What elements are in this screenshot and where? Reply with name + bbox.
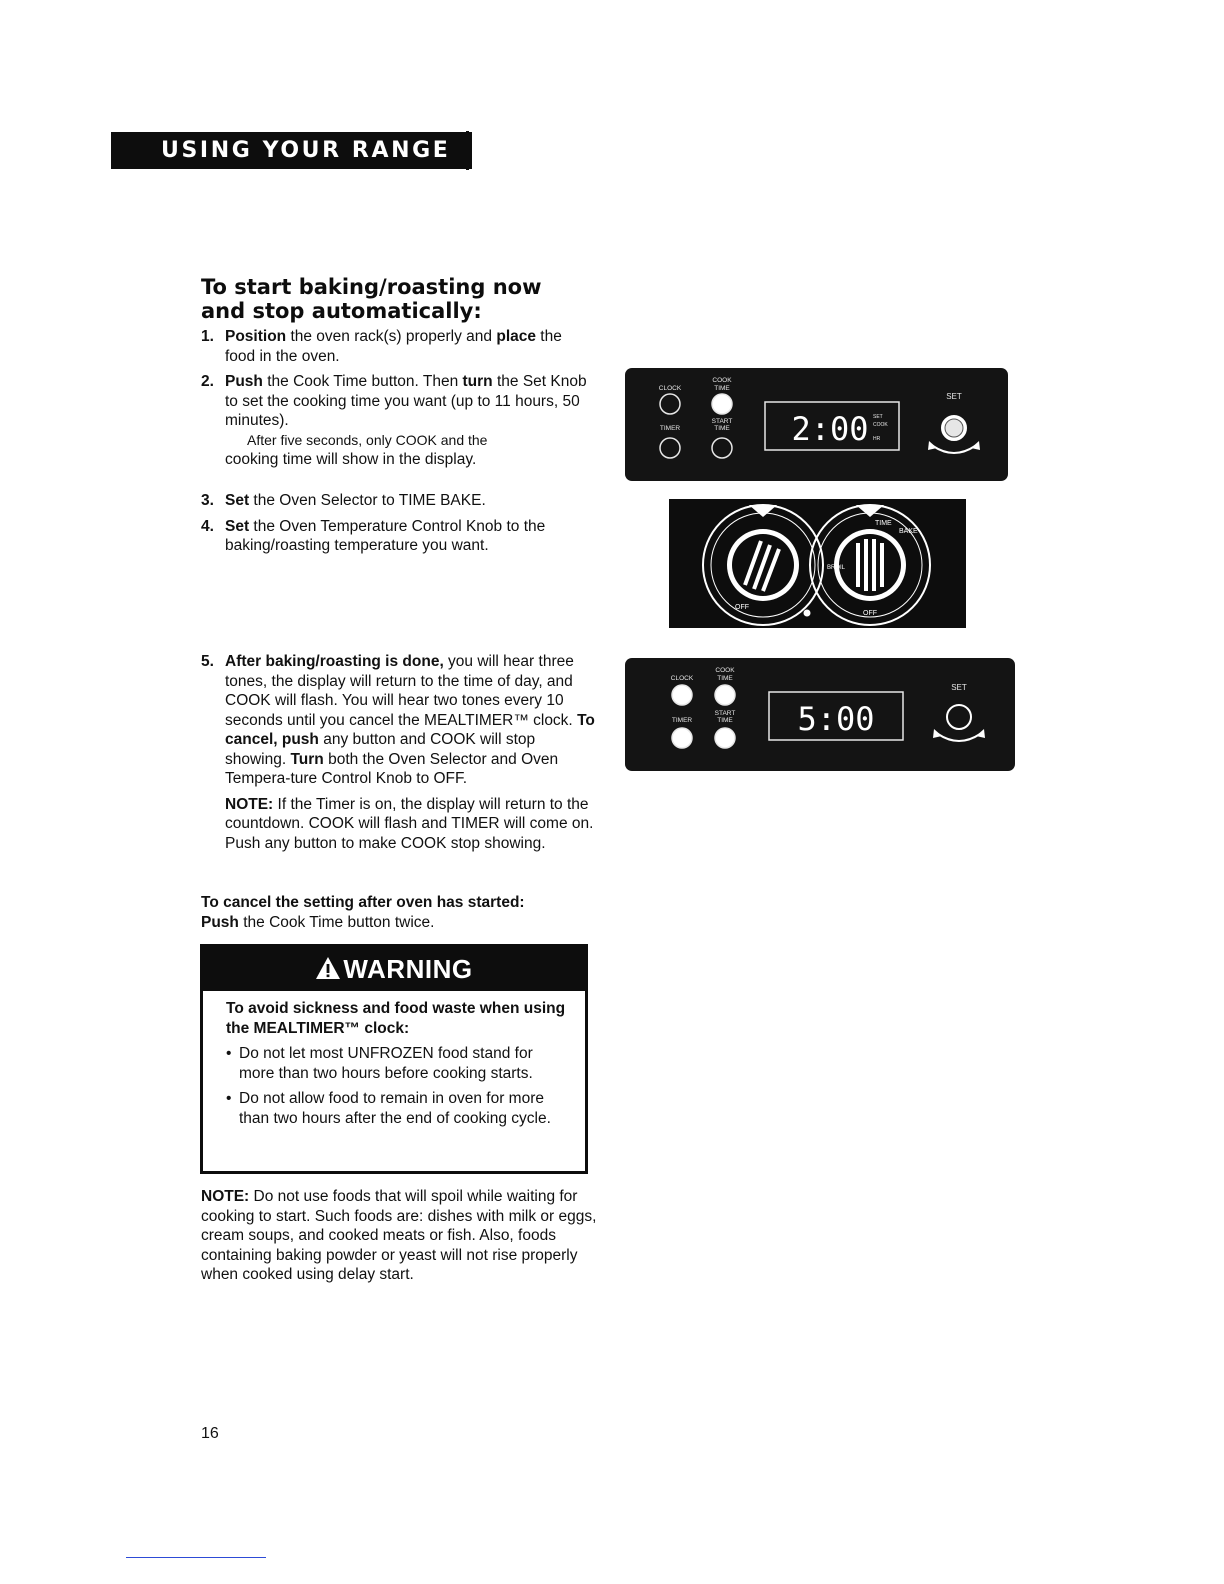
step-verb: Turn bbox=[290, 750, 324, 768]
warning-bullet-text: Do not allow food to remain in oven for more than two hours after the end of cooking cycle. bbox=[239, 1090, 551, 1127]
warning-bullet bbox=[226, 1044, 569, 1083]
clock-label: CLOCK bbox=[658, 385, 682, 392]
step-number: 3. bbox=[201, 492, 214, 509]
warning-box bbox=[200, 944, 588, 1174]
section-title: USING YOUR RANGE bbox=[161, 138, 451, 163]
footer-rule bbox=[126, 1557, 266, 1558]
set-knob[interactable] bbox=[947, 705, 971, 729]
steps-3-4 bbox=[201, 491, 596, 562]
rotate-arrows-icon bbox=[933, 729, 985, 741]
oven-selector-knob[interactable] bbox=[810, 505, 930, 625]
step-4 bbox=[201, 517, 596, 556]
timer-button[interactable] bbox=[660, 438, 680, 458]
selector-off-label: OFF bbox=[863, 610, 877, 617]
cancel-instructions bbox=[201, 893, 596, 932]
step-text: both the Oven Selector and Oven Tempera-ture Control Knob to OFF. bbox=[225, 750, 559, 787]
cancel-verb: Push bbox=[201, 913, 239, 931]
bullet-dot-icon: • bbox=[226, 1090, 232, 1107]
step-2 bbox=[201, 372, 596, 470]
step-subtext: cooking time will show in the display. bbox=[225, 451, 477, 468]
set-label: SET bbox=[946, 392, 962, 401]
clock-button[interactable] bbox=[672, 685, 692, 705]
warning-triangle-icon bbox=[315, 949, 341, 993]
bullet-dot-icon: • bbox=[226, 1045, 232, 1062]
start-time-label: TIME bbox=[717, 717, 733, 724]
step-verb: Push bbox=[225, 373, 263, 390]
warning-bullet-text: Do not let most UNFROZEN food stand for more than two hours before cooking starts. bbox=[239, 1045, 533, 1082]
cook-time-label: TIME bbox=[714, 385, 730, 392]
step-text: the Oven Temperature Control Knob to the baking/roasting temperature you want. bbox=[225, 517, 546, 554]
warning-lead: To avoid sickness and food waste when using the MEALTIMER™ clock: bbox=[226, 1000, 566, 1037]
warning-title: WARNING bbox=[343, 954, 473, 984]
timer-label: TIMER bbox=[659, 425, 681, 432]
step-3 bbox=[201, 491, 596, 511]
start-time-button[interactable] bbox=[712, 438, 732, 458]
banner-edge bbox=[466, 131, 469, 170]
step-text: the Set Knob to set the cooking time you want (up to 11 hours, 50 minutes). bbox=[225, 373, 587, 429]
warning-body bbox=[203, 991, 585, 1128]
step-text: the food in the oven. bbox=[225, 328, 562, 365]
page-heading bbox=[201, 275, 601, 323]
temperature-knob[interactable] bbox=[703, 505, 823, 625]
indicator-light-icon bbox=[804, 610, 811, 617]
set-label: SET bbox=[951, 683, 967, 692]
clock-label: CLOCK bbox=[670, 675, 694, 682]
timer-label: TIMER bbox=[671, 717, 693, 724]
step-text: the oven rack(s) properly and bbox=[286, 328, 497, 345]
step-verb: To cancel, push bbox=[225, 711, 595, 748]
step-verb: Position bbox=[225, 328, 287, 345]
note-text: If the Timer is on, the display will return to the countdown. COOK will flash and TIMER will come on. Push any button to make COOK stop showing. bbox=[225, 795, 594, 852]
heading-line-1: To start baking/roasting now bbox=[201, 275, 542, 299]
control-panel-clock bbox=[625, 658, 1015, 771]
start-time-button[interactable] bbox=[715, 728, 735, 748]
page-number: 16 bbox=[201, 1425, 219, 1442]
step-1 bbox=[201, 327, 596, 366]
note-label: NOTE: bbox=[201, 1188, 250, 1205]
bottom-note bbox=[201, 1187, 601, 1285]
start-time-label: TIME bbox=[714, 425, 730, 432]
note-text: Do not use foods that will spoil while waiting for cooking to start. Such foods are: dishes with milk or eggs, cream soups, and cooked meats or fish. Also, foods containing baking powder or yeast will not rise properly when cooked using delay start. bbox=[201, 1188, 597, 1283]
time-label: TIME bbox=[875, 520, 892, 527]
display-value: 5:00 bbox=[797, 700, 875, 738]
cook-time-label: TIME bbox=[717, 675, 733, 682]
display-tag-set: SET bbox=[873, 414, 883, 420]
cook-label: COOK bbox=[712, 377, 732, 384]
steps-5 bbox=[201, 652, 596, 859]
temp-off-label: OFF bbox=[735, 604, 749, 611]
set-knob[interactable] bbox=[940, 414, 968, 442]
step-verb: Set bbox=[225, 492, 250, 509]
step-verb: Set bbox=[225, 517, 250, 535]
step-number: 1. bbox=[201, 328, 214, 345]
cook-time-button[interactable] bbox=[712, 394, 732, 414]
steps-1-2 bbox=[201, 327, 596, 476]
clock-button[interactable] bbox=[660, 394, 680, 414]
warning-header bbox=[203, 947, 585, 991]
step-number: 2. bbox=[201, 373, 214, 390]
cook-label: COOK bbox=[715, 667, 735, 674]
control-panel-cook-time bbox=[625, 368, 1008, 481]
step-5-note bbox=[225, 795, 596, 854]
start-label: START bbox=[714, 710, 736, 717]
display-tag-cook: COOK bbox=[873, 422, 888, 428]
step-number: 4. bbox=[201, 517, 214, 535]
display-value: 2:00 bbox=[791, 410, 869, 448]
cook-time-button[interactable] bbox=[715, 685, 735, 705]
start-label: START bbox=[711, 418, 733, 425]
step-number: 5. bbox=[201, 653, 214, 670]
step-text: the Cook Time button. Then bbox=[262, 373, 463, 390]
step-verb: After baking/roasting is done, bbox=[225, 653, 444, 670]
warning-bullet bbox=[226, 1089, 569, 1128]
bake-label: BAKE bbox=[899, 528, 918, 535]
step-text: you will hear three tones, the display will return to the time of day, and COOK will flash. You will hear two tones every 10 seconds until you cancel the MEALTIMER™ clock. bbox=[225, 653, 578, 729]
step-verb: turn bbox=[462, 373, 493, 390]
step-verb: place bbox=[496, 328, 536, 345]
step-5 bbox=[201, 652, 596, 853]
step-text: any button and COOK will stop showing. bbox=[225, 731, 536, 768]
step-subtext: After five seconds, only COOK and the bbox=[247, 431, 488, 448]
cancel-heading: To cancel the setting after oven has started: bbox=[201, 894, 525, 911]
oven-knobs-illustration bbox=[669, 499, 966, 628]
heading-line-2: and stop automatically: bbox=[201, 299, 482, 323]
broil-label: BROIL bbox=[827, 565, 846, 571]
step-text: the Oven Selector to TIME BAKE. bbox=[249, 492, 486, 509]
cancel-text: the Cook Time button twice. bbox=[238, 913, 435, 931]
timer-button[interactable] bbox=[672, 728, 692, 748]
section-banner bbox=[111, 132, 472, 169]
note-label: NOTE: bbox=[225, 795, 274, 813]
display-tag-hr: HR bbox=[873, 436, 881, 442]
